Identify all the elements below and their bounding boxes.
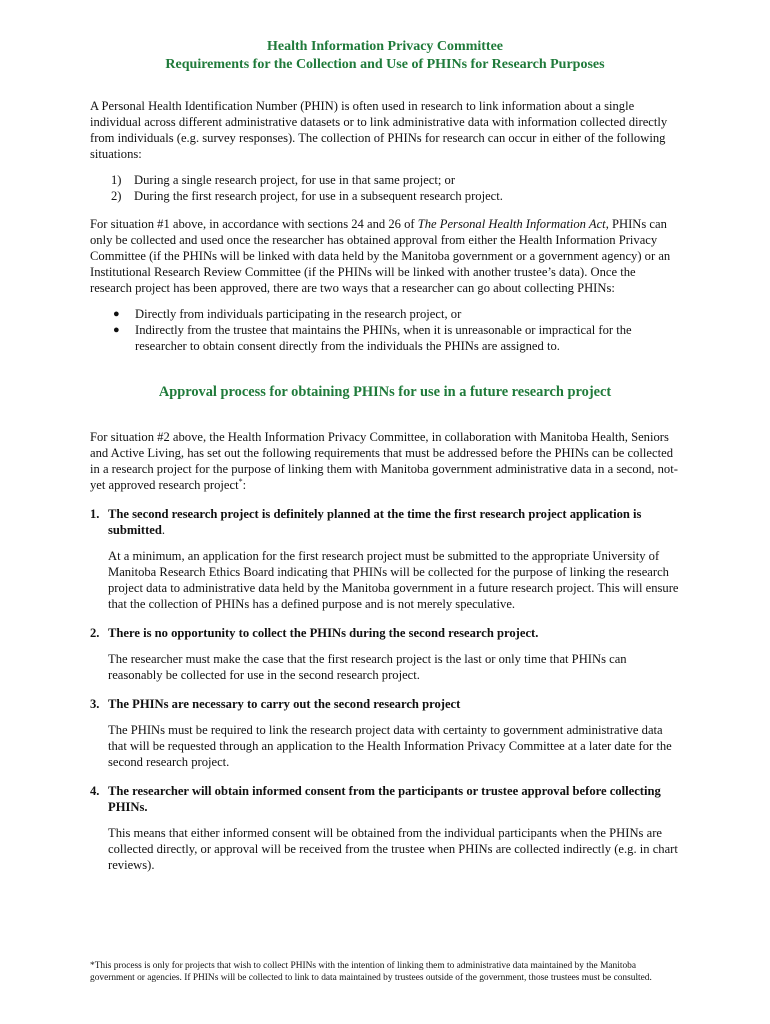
list-text: During the first research project, for use in a subsequent research project. (134, 189, 503, 203)
requirement-heading (90, 696, 680, 712)
requirement-body: At a minimum, an application for the first research project must be submitted to the appropriate University of Manitoba Research Ethics Board indicating that PHINs will be collected for the purpose of linking the research project data to administrative data held by the Manitoba government in a future research project. This will ensure that the collection of PHINs has a defined purpose and is not merely speculative. (108, 549, 679, 611)
requirement-heading-text: The researcher will obtain informed consent from the participants or trustee approval before collecting PHINs. (108, 784, 661, 814)
approval-intro (90, 429, 680, 493)
requirement-heading (90, 783, 680, 815)
requirement-number: 2. (90, 626, 100, 640)
requirement-2 (90, 625, 680, 683)
situation1-paragraph (90, 216, 680, 296)
approval-intro-text: For situation #2 above, the Health Information Privacy Committee, in collaboration with Manitoba Health, Seniors and Active Living, has set out the following requirements that must be addressed before the PHINs can be collected in a research project for the purpose of linking them with Manitoba government administrative data in a second, not-yet approved research project (90, 430, 678, 492)
list-item (90, 322, 680, 354)
situations-list (90, 172, 680, 204)
bullet-icon: ● (113, 324, 120, 336)
requirement-heading-end: . (161, 523, 166, 537)
requirement-body: This means that either informed consent will be obtained from the individual participants when the PHINs are collected directly, or approval will be received from the trustee when PHINs are collected indirectly (e.g. in chart reviews). (108, 826, 678, 872)
requirement-heading-text: There is no opportunity to collect the PHINs during the second research project. (108, 626, 539, 640)
collection-ways-list (90, 306, 680, 354)
requirement-1 (90, 506, 680, 612)
situation1-text-after: , PHINs can only be collected and used once the researcher has obtained approval from either the Health Information Privacy Committee (if the PHINs will be linked with data held by the Manitoba government or a government agency) or an Institutional Research Review Committee (if the PHINs will be linked with another trustee’s data). Once the research project has been approved, there are two ways that a researcher can go about collecting PHINs: (90, 217, 671, 295)
requirement-3 (90, 696, 680, 770)
footnote: *This process is only for projects that wish to collect PHINs with the intention of linking them to administrative data maintained by the Manitoba government or agencies. If PHINs will be collected to link to data maintained by trustees outside of the government, those trustees must be consulted. (90, 961, 652, 983)
requirement-number: 1. (90, 507, 100, 521)
bullet-icon: ● (113, 308, 120, 320)
section-heading: Approval process for obtaining PHINs for use in a future research project (158, 384, 612, 400)
requirement-heading-text: The second research project is definitely planned at the time the first research project application is submitted (108, 507, 642, 537)
requirement-body: The researcher must make the case that the first research project is the last or only time that PHINs can reasonably be collected for use in the second research project. (108, 652, 627, 682)
list-item (90, 306, 680, 322)
list-item (90, 188, 680, 204)
situation1-text-before: For situation #1 above, in accordance with sections 24 and 26 of (90, 217, 418, 231)
document-subtitle: Requirements for the Collection and Use of PHINs for Research Purposes (165, 57, 605, 72)
list-text: Directly from individuals participating in the research project, or (135, 307, 462, 321)
footnote-marker: * (238, 476, 243, 486)
requirement-body: The PHINs must be required to link the research project data with certainty to government administrative data that will be requested through an application to the Health Information Privacy Committee at a later date for the second research project. (108, 723, 672, 769)
requirement-heading (90, 625, 680, 641)
requirement-4 (90, 783, 680, 873)
list-text: Indirectly from the trustee that maintains the PHINs, when it is unreasonable or impractical for the researcher to obtain consent directly from the individuals the PHINs are assigned to. (135, 323, 632, 353)
requirement-number: 3. (90, 697, 100, 711)
list-number: 2) (111, 189, 122, 203)
requirement-heading (90, 506, 680, 538)
list-item (90, 172, 680, 188)
list-text: During a single research project, for use in that same project; or (134, 173, 456, 187)
act-name: The Personal Health Information Act (417, 217, 606, 231)
approval-intro-end: : (242, 478, 247, 492)
list-number: 1) (111, 173, 122, 187)
intro-paragraph: A Personal Health Identification Number (PHIN) is often used in research to link information about a single individual across different administrative datasets or to link administrative data with information collected directly from individuals (e.g. survey responses). The collection of PHINs for research can occur in either of the following situations: (90, 99, 668, 161)
requirement-heading-text: The PHINs are necessary to carry out the second research project (108, 697, 461, 711)
document-title: Health Information Privacy Committee (267, 39, 503, 54)
requirement-number: 4. (90, 784, 100, 798)
